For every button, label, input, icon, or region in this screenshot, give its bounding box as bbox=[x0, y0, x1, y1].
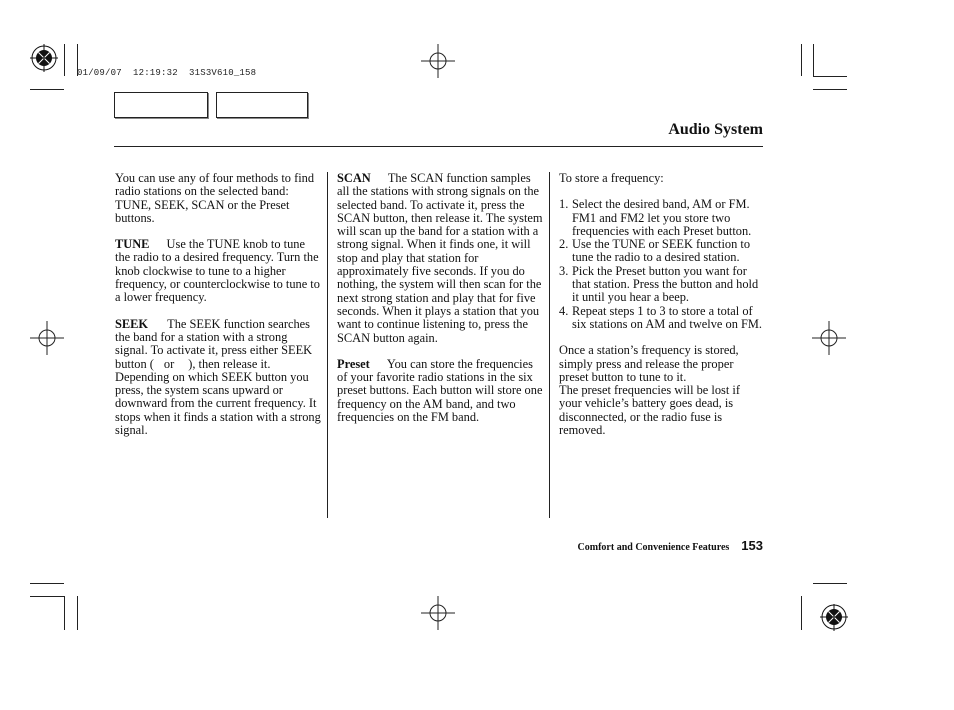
crosshair-bottom-center-icon bbox=[421, 596, 455, 630]
scan-term: SCAN bbox=[337, 171, 371, 185]
step-text: Use the TUNE or SEEK function to tune the radio to a desired station. bbox=[572, 237, 751, 265]
crosshair-left-middle-icon bbox=[30, 321, 64, 355]
crop-mark bbox=[30, 583, 64, 584]
preset-paragraph bbox=[337, 358, 543, 424]
step-number: 4. bbox=[559, 303, 569, 318]
crop-mark bbox=[813, 44, 814, 76]
lost-paragraph: The preset frequencies will be lost if your vehicle’s battery goes dead, is disconnected, or the radio fuse is removed. bbox=[559, 383, 740, 438]
page-number: 153 bbox=[741, 538, 763, 553]
seek-text-b: ), then release it. Depending on which SEEK button you press, the system scans upward or downward from the current frequency. It stops when it finds a station with a strong signal. bbox=[115, 356, 321, 438]
scan-paragraph bbox=[337, 172, 543, 345]
seek-term: SEEK bbox=[115, 316, 149, 331]
crop-mark bbox=[801, 44, 802, 76]
crop-mark bbox=[813, 76, 847, 77]
crop-mark bbox=[77, 596, 78, 630]
scan-text: The SCAN function samples all the stations with strong signals on the selected band. To activate it, press the SCAN button, then release it. The system will scan up the band for a station with a strong signal. When it finds one, it will stop and play that station for approximately five seconds. If you do nothing, the system will then scan for the next strong station and play that for five seconds. When it plays a station that you want to continue listening to, press the SCAN button again. bbox=[337, 171, 543, 345]
registration-mark-bottom-right-icon bbox=[820, 604, 850, 634]
page-title: Audio System bbox=[668, 121, 763, 138]
title-rule bbox=[114, 146, 763, 147]
crosshair-top-center-icon bbox=[421, 44, 455, 78]
preset-text: You can store the frequencies of your favorite radio stations in the six preset buttons. Each button will store one frequency on the AM band, and two frequencies on the FM band. bbox=[337, 356, 543, 425]
list-item bbox=[559, 265, 763, 305]
step-number: 3. bbox=[559, 263, 569, 278]
step-number: 1. bbox=[559, 197, 569, 212]
crop-mark bbox=[30, 596, 64, 597]
footer bbox=[578, 537, 763, 555]
registration-mark-top-left-icon bbox=[30, 44, 62, 76]
step-text: Repeat steps 1 to 3 to store a total of six stations on AM and twelve on FM. bbox=[572, 303, 762, 331]
store-intro: To store a frequency: bbox=[559, 171, 664, 185]
seek-paragraph bbox=[115, 318, 323, 438]
crosshair-right-middle-icon bbox=[812, 321, 846, 355]
tune-term: TUNE bbox=[115, 237, 150, 252]
stored-paragraph: Once a station’s frequency is stored, simply press and release the proper preset button to tune to it. bbox=[559, 343, 739, 384]
nav-tab-box[interactable] bbox=[216, 92, 308, 118]
preset-term: Preset bbox=[337, 356, 370, 371]
crop-mark bbox=[801, 596, 802, 630]
footer-section: Comfort and Convenience Features bbox=[577, 542, 730, 553]
column-3 bbox=[559, 172, 763, 437]
tune-text: Use the TUNE knob to tune the radio to a desired frequency. Turn the knob clockwise to tune to a higher frequency, or counterclockwise to tune to a lower frequency. bbox=[115, 237, 320, 305]
column-divider bbox=[549, 172, 550, 518]
column-divider bbox=[327, 172, 328, 518]
intro-paragraph: You can use any of four methods to find radio stations on the selected band: TUNE, SEEK, SCAN or the Preset buttons. bbox=[115, 171, 315, 225]
list-item bbox=[559, 198, 763, 238]
tune-paragraph bbox=[115, 238, 323, 304]
crop-mark bbox=[64, 596, 65, 630]
crop-mark bbox=[64, 44, 65, 76]
crop-mark bbox=[813, 89, 847, 90]
store-steps-list bbox=[559, 198, 763, 331]
list-item bbox=[559, 305, 763, 332]
print-header: 01/09/07 12:19:32 31S3V610_158 bbox=[77, 68, 257, 78]
column-1 bbox=[115, 172, 323, 437]
crop-mark bbox=[30, 89, 64, 90]
seek-text-a: The SEEK function searches the band for a station with a strong signal. To activate it, press either SEEK button ( bbox=[115, 316, 313, 371]
list-item bbox=[559, 238, 763, 265]
step-text: Select the desired band, AM or FM. FM1 and FM2 let you store two frequencies with each Preset button. bbox=[572, 197, 752, 238]
step-text: Pick the Preset button you want for that station. Press the button and hold it until you hear a beep. bbox=[572, 263, 759, 305]
seek-text-or: or bbox=[163, 356, 175, 371]
step-number: 2. bbox=[559, 237, 569, 252]
crop-mark bbox=[813, 583, 847, 584]
column-2 bbox=[337, 172, 543, 424]
nav-tab-box[interactable] bbox=[114, 92, 208, 118]
